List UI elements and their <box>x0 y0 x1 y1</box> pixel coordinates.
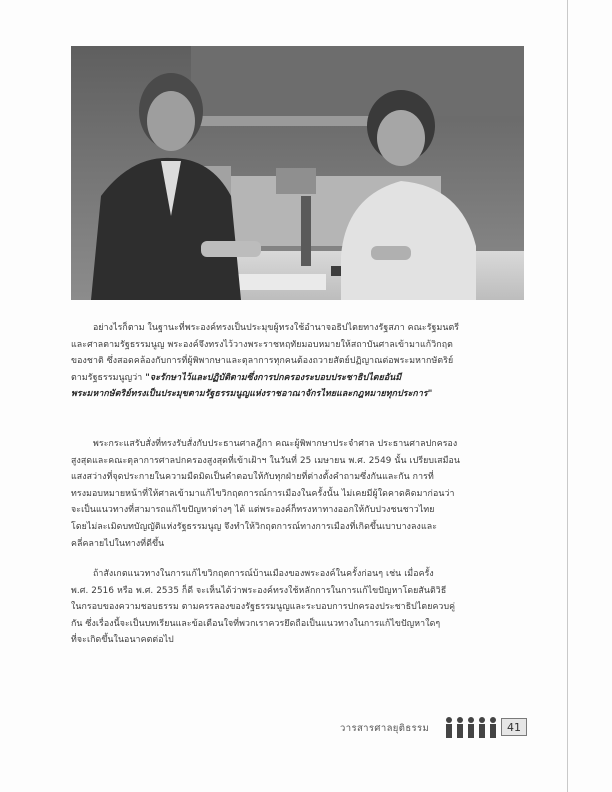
paragraph-line: ของชาติ ซึ่งสอดคล้องกับการที่ผู้พิพากษาและตุลาการทุกคนต้องถวายสัตย์ปฏิญาณต่อพระมหากษัตริย์ <box>71 356 454 367</box>
paragraph-line: พ.ศ. 2516 หรือ พ.ศ. 2535 ก็ดี จะเห็นได้ว่าพระองค์ทรงใช้หลักการในการแก้ไขปัญหาโดยสันติวิธี <box>71 585 447 596</box>
paragraph-line: แสงสว่างที่จุดประกายในความมืดมิดเป็นคำตอบให้กับทุกฝ่ายที่ต่างตั้งคำถามซึ่งกันและกัน การที่ <box>71 472 434 483</box>
paragraph-1 <box>71 320 527 403</box>
paragraph-line: ในกรอบของความชอบธรรม ตามครรลองของรัฐธรรมนูญและระบอบการปกครองประชาธิปไตยควบคู่ <box>71 602 456 613</box>
paragraph-2 <box>71 436 527 552</box>
paragraph-line: ถ้าสังเกตแนวทางในการแก้ไขวิกฤตการณ์บ้านเมืองของพระองค์ในครั้งก่อนๆ เช่น เมื่อครั้ง <box>93 569 434 579</box>
paragraph-line: กัน ซึ่งเรื่องนี้จะเป็นบทเรียนและข้อเตือนใจที่พวกเราควรยึดถือเป็นแนวทางในการแก้ไขปัญหาใดๆ <box>71 618 441 629</box>
journal-title: วารสารศาลยุติธรรม <box>340 723 430 734</box>
paragraph-line <box>71 370 527 387</box>
page-footer <box>340 716 528 740</box>
paragraph-line: ที่จะเกิดขึ้นในอนาคตต่อไป <box>71 635 174 646</box>
paragraph-line: สูงสุดและคณะตุลาการศาลปกครองสูงสุดที่เข้าเฝ้าฯ ในวันที่ 25 เมษายน พ.ศ. 2549 นั้น เปรียบเสมือน <box>71 455 461 466</box>
paragraph-line: พระกระแสรับสั่งที่ทรงรับสั่งกับประธานศาลฎีกา คณะผู้พิพากษาประจำศาล ประธานศาลปกครอง <box>93 439 458 449</box>
paragraph-line: จะเป็นแนวทางที่สามารถแก้ไขปัญหาต่างๆ ได้ แต่พระองค์ก็ทรงหาทางออกให้กับปวงชนชาวไทย <box>71 505 435 516</box>
paragraph-line: โดยไม่ละเมิดบทบัญญัติแห่งรัฐธรรมนูญ จึงทำให้วิกฤตการณ์ทางการเมืองที่เกิดขึ้นเบาบางลงและ <box>71 521 438 532</box>
paragraph-line: คลี่คลายไปในทางที่ดีขึ้น <box>71 538 165 549</box>
paragraph-line: และศาลตามรัฐธรรมนูญ พระองค์จึงทรงไว้วางพระราชหฤทัยมอบหมายให้สถาบันศาลเข้ามาแก้วิกฤต <box>71 339 453 350</box>
paragraph-line: อย่างไรก็ตาม ในฐานะที่พระองค์ทรงเป็นประมุขผู้ทรงใช้อำนาจอธิปไตยทางรัฐสภา คณะรัฐมนตรี <box>93 323 460 333</box>
people-silhouette-icon <box>443 716 499 738</box>
royal-quote-line: พระมหากษัตริย์ทรงเป็นประมุขตามรัฐธรรมนูญแห่งราชอาณาจักรไทยและกฎหมายทุกประการ" <box>71 389 433 400</box>
paragraph-3 <box>71 566 527 649</box>
royal-quote-line: "จะรักษาไว้และปฏิบัติตามซึ่งการปกครองระบอบประชาธิปไตยอันมี <box>145 372 402 383</box>
photograph-icon <box>71 46 524 300</box>
page-edge-rule <box>567 0 568 792</box>
photograph <box>71 46 524 300</box>
paragraph-line-lead: ตามรัฐธรรมนูญว่า <box>71 372 143 383</box>
page-number: 41 <box>501 718 527 736</box>
paragraph-line: ทรงมอบหมายหน้าที่ให้ศาลเข้ามาแก้ไขวิกฤตการณ์การเมืองในครั้งนั้น ไม่เคยมีผู้ใดคาดคิดมาก่อนว่า <box>71 488 455 499</box>
